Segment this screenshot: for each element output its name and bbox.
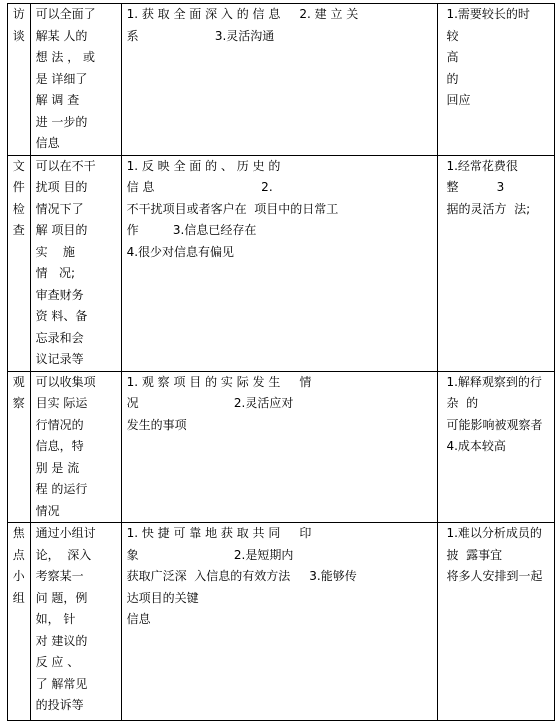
method-label-char: 谈 [12,28,25,43]
description-cell [30,523,121,721]
method-label-char: 小 [12,569,25,583]
advantages-line: 1. 观 察 项 目 的 实 际 发 生 情 [126,374,312,389]
disadvantages-line: 1.需要较长的时 [446,7,530,21]
comparison-table [7,3,555,721]
advantages-line: 不干扰项目或者客户在 项目中的日常工 [126,201,339,216]
advantages-line: 1. 反 映 全 面 的 、 历 史 的 [126,158,281,173]
description-line: 解 项目的 [35,223,88,237]
advantages-cell [121,523,438,721]
description-line: 行情况的 [35,417,84,432]
description-line: 对 建议的 [35,633,88,648]
advantages-cell [121,4,438,156]
description-line: 可以收集项 [35,374,96,389]
description-line: 可以在不干 [35,158,96,173]
disadvantages-line: 据的灵活方 法; [446,201,531,216]
advantages-line: 系 3.灵活沟通 [126,28,275,43]
description-line: 目实 际运 [35,396,88,410]
description-line: 的投诉等 [35,698,84,712]
disadvantages-line: 回应 [446,93,471,107]
method-label-char: 件 [12,180,25,194]
description-line: 反 应 、 [35,655,80,669]
disadvantages-line: 1.经常花费很 [446,158,518,173]
disadvantages-line: 较 [446,28,459,43]
table-row [8,523,555,721]
disadvantages-cell [438,371,555,523]
disadvantages-line: 的 [446,71,459,86]
disadvantages-cell [438,4,555,156]
disadvantages-line: 1.解释观察到的行 [446,374,542,389]
description-line: 情 况; [35,266,76,280]
advantages-line: 1. 获 取 全 面 深 入 的 信 息 2. 建 立 关 [126,7,359,21]
disadvantages-line: 高 [446,50,459,64]
advantages-line: 作 3.信息已经存在 [126,223,257,237]
description-line: 考察某一 [35,569,84,583]
advantages-line: 象 2.是短期内 [126,547,294,562]
description-line: 是 详细了 [35,71,88,86]
description-line: 通过小组讨 [35,526,96,540]
description-line: 忘录和会 [35,330,84,345]
description-line: 信息 [35,136,60,150]
table-row [8,371,555,523]
method-label-char: 检 [12,201,25,216]
advantages-line: 1. 快 捷 可 靠 地 获 取 共 同 印 [126,526,312,540]
description-line: 资 料、备 [35,309,88,323]
method-label-char: 观 [12,374,25,389]
disadvantages-line: 4.成本较高 [446,439,506,453]
table-row [8,155,555,371]
method-label-char: 查 [12,223,25,237]
disadvantages-cell [438,155,555,371]
disadvantages-line: 将多人安排到一起 [446,569,543,583]
advantages-line: 况 2.灵活应对 [126,396,294,410]
description-line: 实 施 [35,244,75,259]
description-line: 解 调 查 [35,93,80,107]
description-line: 程 的运行 [35,482,88,496]
method-label-char: 访 [12,7,25,21]
description-line: 了 解常见 [35,676,88,691]
method-label-cell [8,523,31,721]
description-line: 解某 人的 [35,28,88,43]
description-line: 情况 [35,503,60,518]
advantages-line: 信 息 2. [126,180,273,194]
table-row [8,4,555,156]
description-line: 想 法 ， 或 [35,50,96,64]
advantages-cell [121,371,438,523]
advantages-line: 信息 [126,612,151,626]
description-line: 信息，特 [35,439,84,453]
advantages-line: 获取广泛深 入信息的有效方法 3.能够传 [126,569,357,583]
disadvantages-line: 整 3 [446,180,505,194]
description-line: 情况下了 [35,201,84,216]
description-line: 可以全面了 [35,7,96,21]
method-label-cell [8,4,31,156]
method-label-cell [8,371,31,523]
advantages-line: 达项目的关键 [126,590,199,605]
advantages-line: 4.很少对信息有偏见 [126,244,235,259]
description-line: 审查财务 [35,287,84,302]
description-line: 别 是 流 [35,460,80,475]
description-line: 论， 深入 [35,547,92,562]
method-label-char: 组 [12,590,25,605]
disadvantages-line: 杂 的 [446,396,479,410]
description-cell [30,371,121,523]
advantages-cell [121,155,438,371]
disadvantages-line: 披 露事宜 [446,547,503,562]
method-label-char: 文 [12,158,25,173]
disadvantages-line: 可能影响被观察者 [446,417,543,432]
method-label-char: 察 [12,396,25,410]
advantages-line: 发生的事项 [126,417,187,432]
description-line: 如， 针 [35,612,76,626]
description-line: 进 一步的 [35,114,88,129]
method-label-char: 焦 [12,526,25,540]
description-cell [30,155,121,371]
description-line: 扰项 目的 [35,180,88,194]
description-cell [30,4,121,156]
method-label-cell [8,155,31,371]
description-line: 问 题，例 [35,590,88,605]
description-line: 议记录等 [35,352,84,366]
disadvantages-cell [438,523,555,721]
method-label-char: 点 [12,547,25,562]
disadvantages-line: 1.难以分析成员的 [446,526,542,540]
